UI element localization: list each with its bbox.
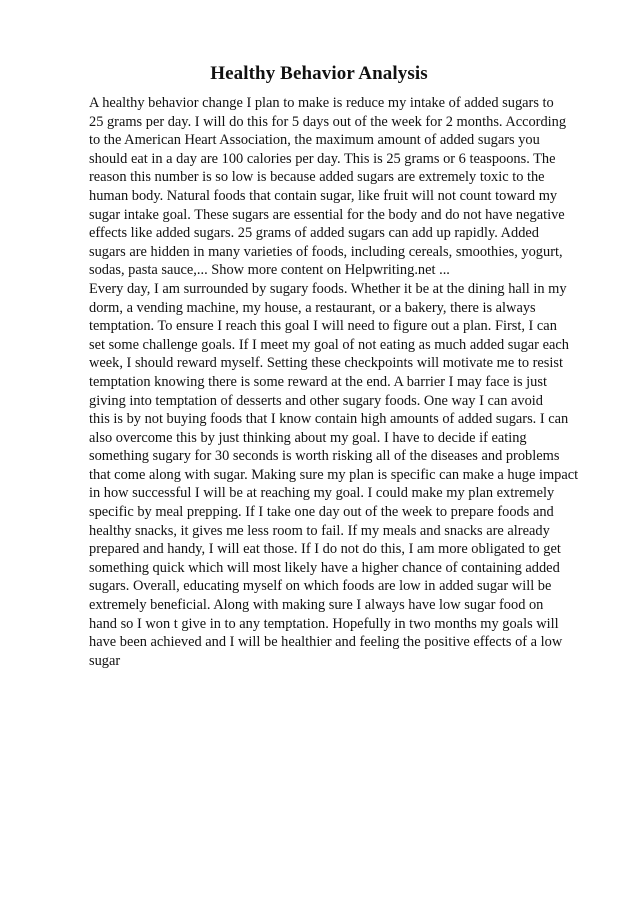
body-line: 25 grams per day. I will do this for 5 days out of the week for 2 months. According bbox=[89, 113, 567, 130]
body-line: temptation. To ensure I reach this goal I will need to figure out a plan. First, I can bbox=[89, 318, 557, 335]
body-line: dorm, a vending machine, my house, a restaurant, or a bakery, there is always bbox=[89, 299, 536, 316]
body-line: set some challenge goals. If I meet my goal of not eating as much added sugar each bbox=[89, 336, 569, 353]
show-more-line: sodas, pasta sauce,... Show more content on Helpwriting.net ... bbox=[89, 262, 450, 279]
body-line: also overcome this by just thinking about my goal. I have to decide if eating bbox=[89, 429, 527, 446]
document-body bbox=[89, 94, 619, 670]
body-line: reason this number is so low is because added sugars are extremely toxic to the bbox=[89, 169, 545, 186]
body-line: extremely beneficial. Along with making sure I always have low sugar food on bbox=[89, 597, 544, 614]
body-line: prepared and handy, I will eat those. If I do not do this, I am more obligated to get bbox=[89, 541, 561, 558]
document-title: Healthy Behavior Analysis bbox=[210, 63, 428, 84]
body-line: sugars. Overall, educating myself on which foods are low in added sugar will be bbox=[89, 578, 552, 595]
body-line: sugar intake goal. These sugars are essential for the body and do not have negative bbox=[89, 206, 565, 223]
body-line: that come along with sugar. Making sure my plan is specific can make a huge impact bbox=[89, 466, 579, 483]
body-line: in how successful I will be at reaching my goal. I could make my plan extremely bbox=[89, 485, 555, 502]
body-line: to the American Heart Association, the maximum amount of added sugars you bbox=[89, 132, 540, 149]
body-line: temptation knowing there is some reward at the end. A barrier I may face is just bbox=[89, 373, 547, 390]
body-line: hand so I won t give in to any temptation. Hopefully in two months my goals will bbox=[89, 615, 559, 632]
body-line: something quick which will most likely have a higher chance of containing added bbox=[89, 559, 560, 576]
body-line: effects like added sugars. 25 grams of added sugars can add up rapidly. Added bbox=[89, 225, 539, 242]
body-line: something sugary for 30 seconds is worth risking all of the diseases and problems bbox=[89, 448, 560, 465]
body-line: this is by not buying foods that I know contain high amounts of added sugars. I can bbox=[89, 411, 569, 428]
body-line: Every day, I am surrounded by sugary foods. Whether it be at the dining hall in my bbox=[89, 280, 567, 297]
body-line: healthy snacks, it gives me less room to fail. If my meals and snacks are already bbox=[89, 522, 550, 539]
body-line: week, I should reward myself. Setting these checkpoints will motivate me to resist bbox=[89, 355, 563, 372]
body-line: giving into temptation of desserts and other sugary foods. One way I can avoid bbox=[89, 392, 544, 409]
body-line: human body. Natural foods that contain sugar, like fruit will not count toward my bbox=[89, 187, 558, 204]
body-line: sugars are hidden in many varieties of foods, including cereals, smoothies, yogurt, bbox=[89, 243, 563, 260]
body-line: A healthy behavior change I plan to make is reduce my intake of added sugars to bbox=[89, 95, 554, 111]
body-line: have been achieved and I will be healthier and feeling the positive effects of a low bbox=[89, 634, 563, 651]
body-line: specific by meal prepping. If I take one day out of the week to prepare foods and bbox=[89, 504, 554, 521]
body-line: sugar bbox=[89, 652, 121, 669]
body-line: should eat in a day are 100 calories per day. This is 25 grams or 6 teaspoons. The bbox=[89, 150, 556, 167]
